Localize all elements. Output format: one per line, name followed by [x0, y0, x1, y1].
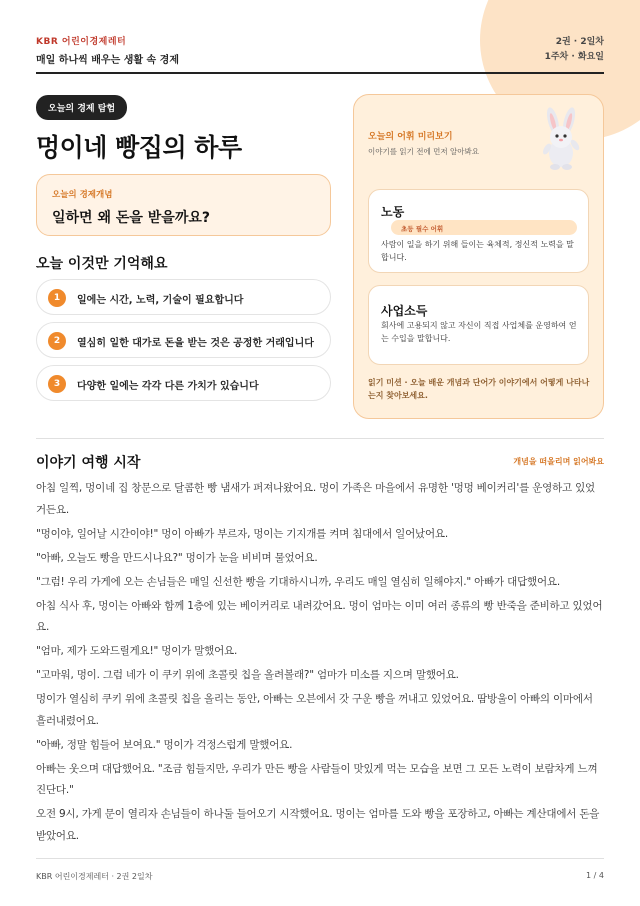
vocab-subheading: 이야기를 읽기 전에 먼저 알아봐요	[368, 147, 479, 156]
reading-mission: 읽기 미션 · 오늘 배운 개념과 단어가 이야기에서 어떻게 나타나는지 찾아보세요.	[368, 378, 590, 400]
vocab-card	[368, 189, 589, 273]
story-paragraph: "멍이야, 일어날 시간이야!" 멍이 아빠가 부르자, 멍이는 기지개를 켜며 침대에서 일어났어요.	[36, 527, 449, 540]
section-divider	[36, 438, 604, 439]
vocab-word: 사업소득	[381, 304, 428, 318]
page-title: 멍이네 빵집의 하루	[36, 133, 242, 162]
footer-publication: KBR 어린이경제레터 · 2권 2일차	[36, 872, 153, 881]
concept-question: 일하면 왜 돈을 받을까요?	[52, 210, 210, 226]
page-number: 1 / 4	[586, 871, 604, 880]
vocab-definition: 사람이 일을 하기 위해 들이는 육체적, 정신적 노력을 말합니다.	[381, 240, 574, 262]
page-header	[36, 34, 604, 74]
story-paragraph: 아빠는 웃으며 대답했어요. "조금 힘들지만, 우리가 만든 빵을 사람들이 맛있게 먹는 모습을 보면 그 모든 노력이 보람차게 느껴진단다."	[36, 762, 598, 796]
story-paragraph: "그럼! 우리 가게에 오는 손님들은 매일 신선한 빵을 기대하시니까, 우리도 매일 열심히 일해야지." 아빠가 대답했어요.	[36, 575, 560, 588]
vocab-card	[368, 285, 589, 365]
concept-label: 오늘의 경제개념	[52, 190, 113, 200]
vocab-tag: 초등 필수 어휘	[391, 220, 577, 235]
brand-name: KBR 어린이경제레터	[36, 37, 127, 47]
point-text: 다양한 일에는 각각 다른 가치가 있습니다	[77, 381, 259, 392]
page-footer	[36, 858, 604, 881]
newsletter-tagline: 매일 하나씩 배우는 생활 속 경제	[36, 55, 179, 66]
remember-title: 오늘 이것만 기억해요	[36, 256, 168, 272]
story-body	[36, 478, 604, 850]
remember-point	[36, 322, 331, 358]
story-paragraph: "아빠, 정말 힘들어 보여요." 멍이가 걱정스럽게 말했어요.	[36, 738, 293, 751]
vocab-heading: 오늘의 어휘 미리보기	[368, 132, 453, 142]
story-paragraph: 멍이가 열심히 쿠키 위에 초콜릿 칩을 올리는 동안, 아빠는 오븐에서 갓 구운 빵을 꺼내고 있었어요. 땀방울이 아빠의 이마에서 흘러내렸어요.	[36, 693, 593, 727]
story-paragraph: 오전 9시, 가게 문이 열리자 손님들이 하나둘 들어오기 시작했어요. 멍이는 엄마를 도와 빵을 포장하고, 아빠는 계산대에서 돈을 받았어요.	[36, 808, 600, 842]
point-number: 1	[48, 289, 66, 307]
story-paragraph: "아빠, 오늘도 빵을 만드시나요?" 멍이가 눈을 비비며 물었어요.	[36, 551, 318, 564]
story-paragraph: "고마워, 멍이. 그럼 네가 이 쿠키 위에 초콜릿 칩을 올려볼래?" 엄마가 미소를 지으며 말했어요.	[36, 669, 459, 681]
concept-box	[36, 174, 331, 236]
story-hint: 개념을 떠올리며 읽어봐요	[513, 457, 604, 466]
point-number: 3	[48, 375, 66, 393]
remember-point	[36, 279, 331, 315]
vocab-definition: 회사에 고용되지 않고 자신이 직접 사업체를 운영하여 얻는 수입을 말합니다.	[381, 321, 577, 343]
story-paragraph: "엄마, 제가 도와드릴게요!" 멍이가 말했어요.	[36, 645, 238, 657]
issue-meta: 2권 · 2일차	[555, 37, 604, 47]
vocab-word: 노동	[381, 205, 405, 219]
story-paragraph: 아침 일찍, 멍이네 집 창문으로 달콤한 빵 냄새가 퍼져나왔어요. 멍이 가족은 마을에서 유명한 '멍멍 베이커리'를 운영하고 있었거든요.	[36, 482, 595, 516]
story-title: 이야기 여행 시작	[36, 455, 141, 471]
week-meta: 1주차 · 화요일	[544, 52, 604, 62]
story-paragraph: 아침 식사 후, 멍이는 아빠와 함께 1층에 있는 베이커리로 내려갔어요. 멍이 엄마는 이미 여러 종류의 빵 반죽을 준비하고 있었어요.	[36, 599, 603, 633]
point-text: 열심히 일한 대가로 돈을 받는 것은 공정한 거래입니다	[77, 338, 314, 349]
point-number: 2	[48, 332, 66, 350]
point-text: 일에는 시간, 노력, 기술이 필요합니다	[77, 295, 244, 306]
bunny-mascot-icon	[531, 107, 591, 173]
vocab-panel	[353, 94, 604, 419]
remember-point	[36, 365, 331, 401]
section-badge: 오늘의 경제 탐험	[36, 95, 127, 120]
